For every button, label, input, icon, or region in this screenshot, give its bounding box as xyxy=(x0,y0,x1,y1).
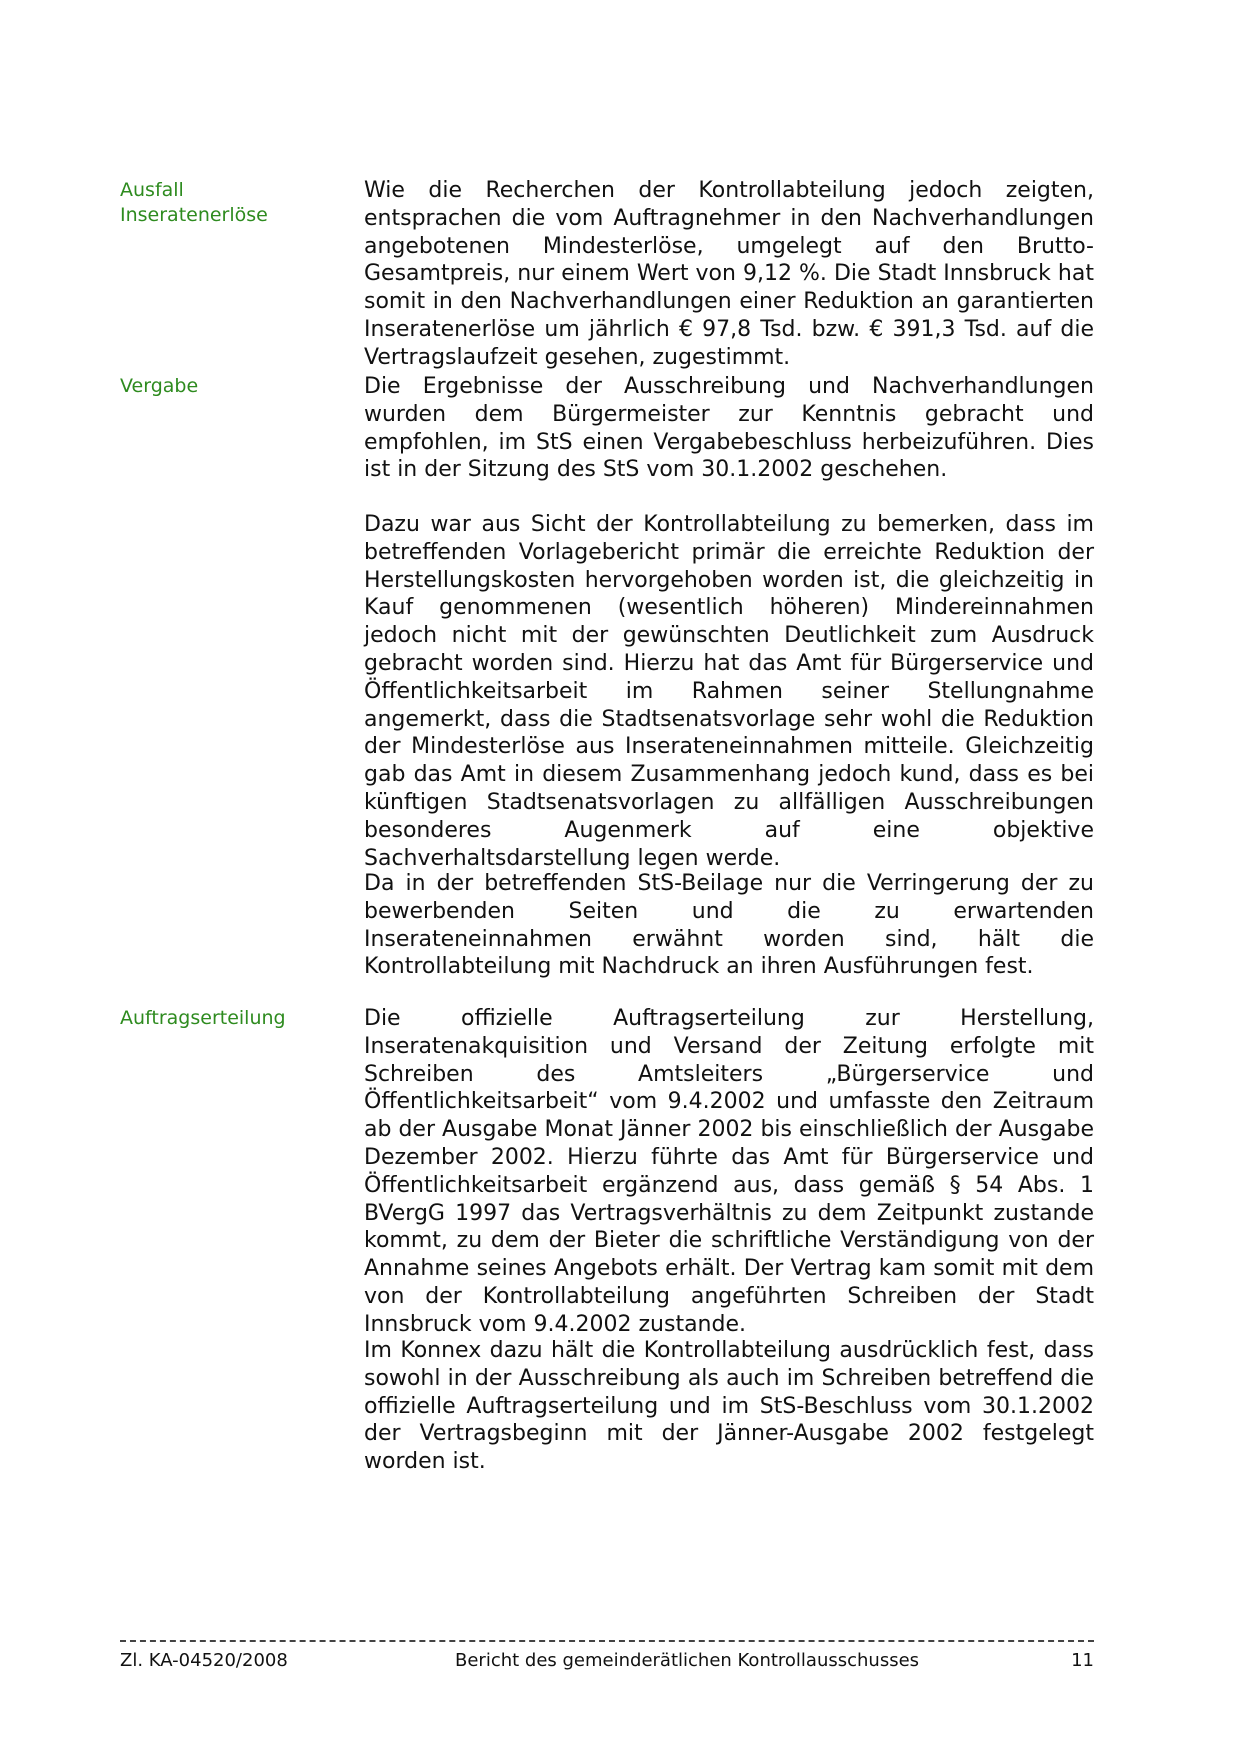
footer-divider xyxy=(120,1640,1094,1642)
paragraph: Da in der betreffenden StS-Beilage nur die Verringerung der zu bewerbenden Seiten und die zu erwartenden Inserateneinnahmen erwähnt worden sind, hält die Kontrollabteilung mit Nachdruck an ihren Ausführungen fest. xyxy=(364,871,1094,980)
paragraph: Wie die Recherchen der Kontrollabteilung jedoch zeigten, entsprachen die vom Auftragnehmer in den Nachverhandlungen angebotenen Mindesterlöse, umgelegt auf den Brutto-Gesamtpreis, nur einem Wert von 9,12 %. Die Stadt Innsbruck hat somit in den Nachverhandlungen einer Reduktion an garantierten Inseratenerlöse um jährlich € 97,8 Tsd. bzw. € 391,3 Tsd. auf die Vertragslaufzeit gesehen, zugestimmt. xyxy=(364,178,1094,370)
footer-title: Bericht des gemeinderätlichen Kontrollausschusses xyxy=(455,1650,920,1671)
margin-label-line: Vergabe xyxy=(120,375,199,397)
margin-label-line: Ausfall xyxy=(120,179,184,201)
footer-reference: Zl. KA-04520/2008 xyxy=(120,1650,288,1671)
page-number: 11 xyxy=(1071,1650,1094,1671)
paragraph: Die offizielle Auftragserteilung zur Herstellung, Inseratenakquisition und Versand der Zeitung erfolgte mit Schreiben des Amtsleiters „Bürgerservice und Öffentlichkeitsarbeit“ vom 9.4.2002 und umfasste den Zeitraum ab der Ausgabe Monat Jänner 2002 bis einschließlich der Ausgabe Dezember 2002. Hierzu führte das Amt für Bürgerservice und Öffentlichkeitsarbeit ergänzend aus, dass gemäß § 54 Abs. 1 BVergG 1997 das Vertragsverhältnis zu dem Zeitpunkt zustande kommt, zu dem der Bieter die schriftliche Verständigung von der Annahme seines Angebots erhält. Der Vertrag kam somit mit dem von der Kontrollabteilung angeführten Schreiben der Stadt Innsbruck vom 9.4.2002 zustande. xyxy=(364,1006,1094,1337)
paragraph: Im Konnex dazu hält die Kontrollabteilung ausdrücklich fest, dass sowohl in der Ausschreibung als auch im Schreiben betreffend die offizielle Auftragserteilung und im StS-Beschluss vom 30.1.2002 der Vertragsbeginn mit der Jänner-Ausgabe 2002 festgelegt worden ist. xyxy=(364,1338,1094,1475)
margin-label-auftragserteilung xyxy=(120,1006,340,1031)
margin-label-ausfall xyxy=(120,178,340,228)
margin-label-line: Inseratenerlöse xyxy=(120,204,268,226)
paragraph: Die Ergebnisse der Ausschreibung und Nachverhandlungen wurden dem Bürgermeister zur Kenntnis gebracht und empfohlen, im StS einen Vergabebeschluss herbeizuführen. Dies ist in der Sitzung des StS vom 30.1.2002 geschehen. xyxy=(364,374,1094,483)
margin-label-vergabe xyxy=(120,374,340,399)
paragraph: Dazu war aus Sicht der Kontrollabteilung zu bemerken, dass im betreffenden Vorlagebericht primär die erreichte Reduktion der Herstellungskosten hervorgehoben worden ist, die gleichzeitig in Kauf genommenen (wesentlich höheren) Mindereinnahmen jedoch nicht mit der gewünschten Deutlichkeit zum Ausdruck gebracht worden sind. Hierzu hat das Amt für Bürgerservice und Öffentlichkeitsarbeit im Rahmen seiner Stellungnahme angemerkt, dass die Stadtsenatsvorlage sehr wohl die Reduktion der Mindesterlöse aus Inserateneinnahmen mitteile. Gleichzeitig gab das Amt in diesem Zusammenhang jedoch kund, dass es bei künftigen Stadtsenatsvorlagen zu allfälligen Ausschreibungen besonderes Augenmerk auf eine objektive Sachverhaltsdarstellung legen werde. xyxy=(364,512,1094,871)
margin-label-line: Auftragserteilung xyxy=(120,1007,286,1029)
